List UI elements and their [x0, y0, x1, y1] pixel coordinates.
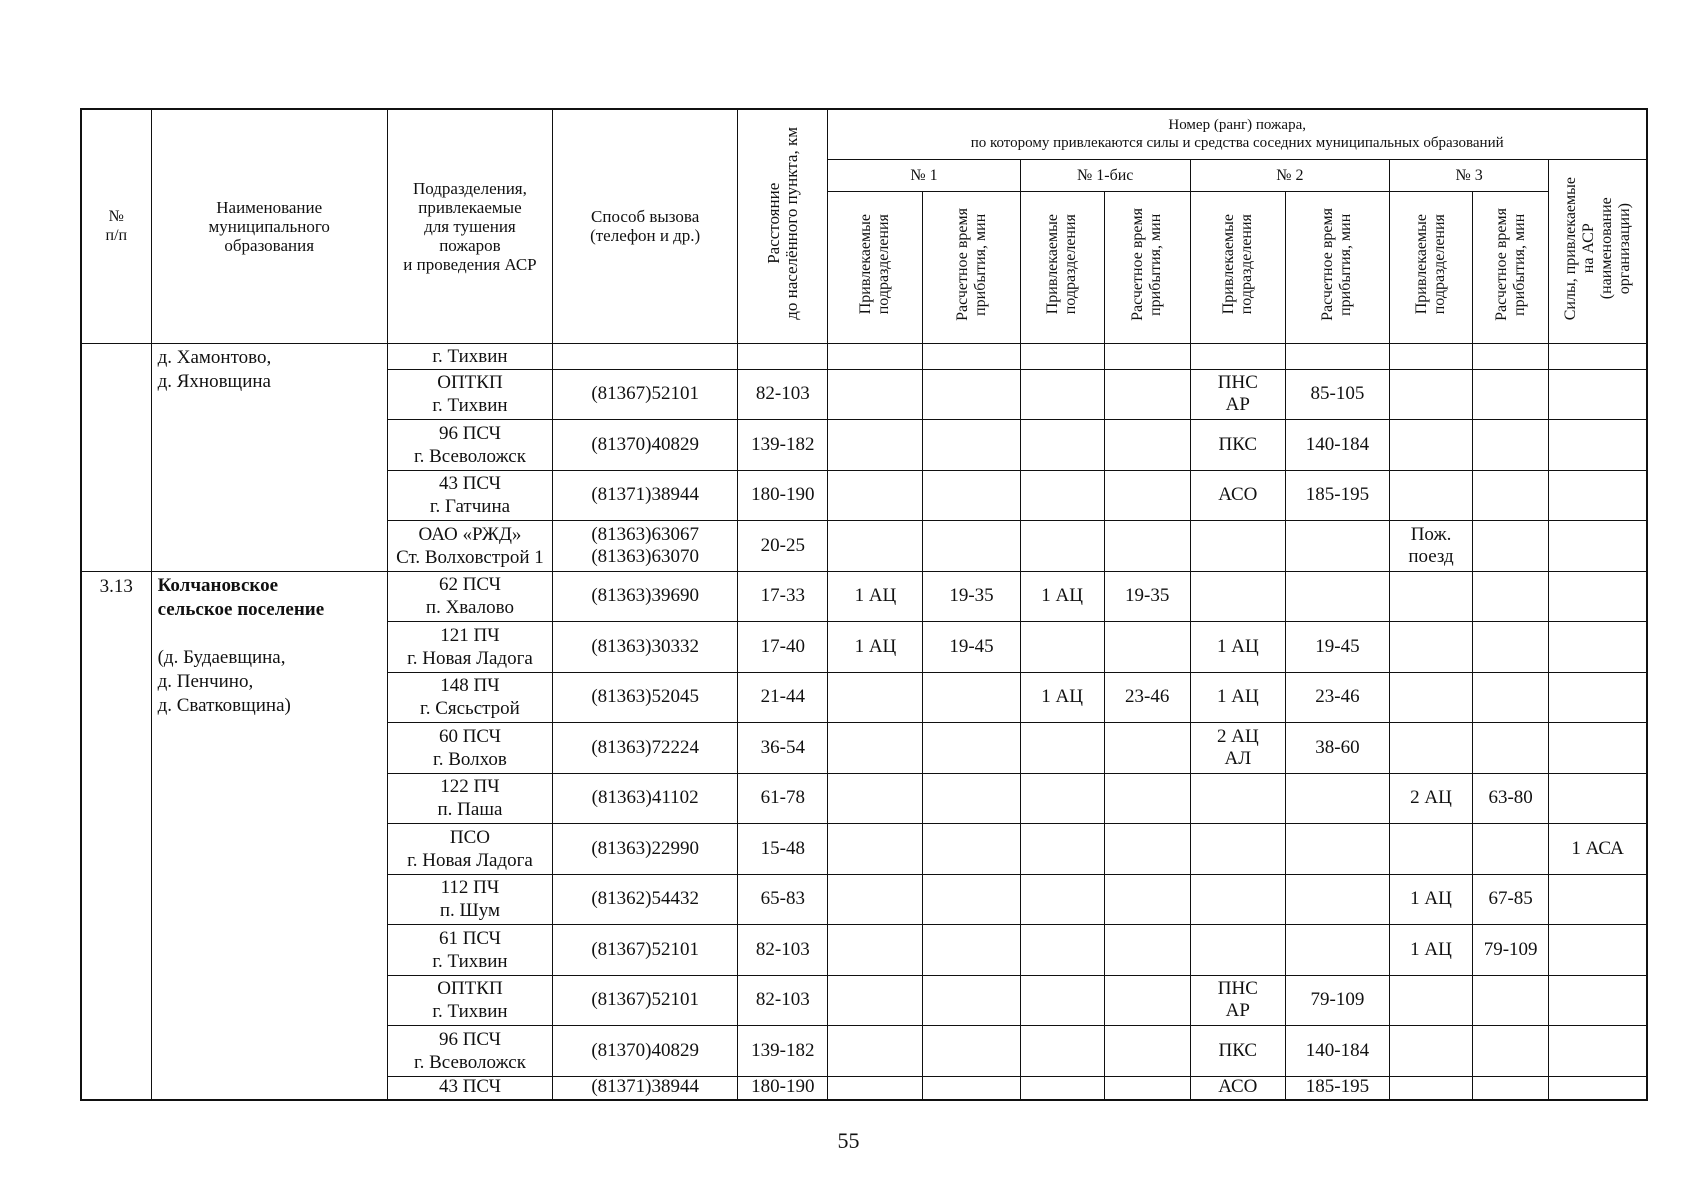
- table-body: [81, 343, 1647, 1100]
- r1bis-units-cell: [1020, 824, 1104, 875]
- r1-time-cell: [923, 1026, 1020, 1077]
- r1bis-units-cell: [1020, 975, 1104, 1026]
- distance-cell: 61-78: [738, 773, 828, 824]
- fire-forces-table: [80, 108, 1648, 1101]
- unit-cell: ОАО «РЖД» Ст. Волховстрой 1: [387, 521, 552, 572]
- asr-cell: [1549, 571, 1647, 622]
- r2-units-cell: [1190, 773, 1285, 824]
- r3-units-cell: [1389, 470, 1472, 521]
- r2-time-cell: 79-109: [1285, 975, 1389, 1026]
- r1-units-cell: 1 АЦ: [828, 622, 923, 673]
- asr-cell: [1549, 622, 1647, 673]
- r3-time-cell: [1473, 824, 1549, 875]
- r2-units-cell: [1190, 571, 1285, 622]
- asr-cell: [1549, 672, 1647, 723]
- header-r1bis-time: [1104, 191, 1190, 343]
- header-r1-time: [923, 191, 1020, 343]
- r2-units-cell: [1190, 824, 1285, 875]
- r3-units-cell: [1389, 420, 1472, 471]
- r3-units-cell: [1389, 824, 1472, 875]
- header-rank-2: № 2: [1190, 159, 1389, 191]
- r3-time-cell: [1473, 1076, 1549, 1100]
- r1bis-units-cell: [1020, 925, 1104, 976]
- r3-units-cell: [1389, 975, 1472, 1026]
- mo-name-cell: д. Хамонтово, д. Яхновщина: [151, 343, 387, 571]
- asr-cell: [1549, 723, 1647, 774]
- r3-units-cell: [1389, 672, 1472, 723]
- header-r1-time-label: Расчетное время прибытия, мин: [953, 208, 989, 321]
- r2-units-cell: АСО: [1190, 1076, 1285, 1100]
- r1-time-cell: 19-45: [923, 622, 1020, 673]
- r2-units-cell: 1 АЦ: [1190, 622, 1285, 673]
- unit-cell: ОПТКП г. Тихвин: [387, 369, 552, 420]
- r2-time-cell: [1285, 824, 1389, 875]
- r2-units-cell: АСО: [1190, 470, 1285, 521]
- unit-cell: ПСО г. Новая Ладога: [387, 824, 552, 875]
- distance-cell: 82-103: [738, 369, 828, 420]
- unit-cell: 43 ПСЧ г. Гатчина: [387, 470, 552, 521]
- r2-units-cell: ПНС АР: [1190, 369, 1285, 420]
- r1bis-time-cell: 19-35: [1104, 571, 1190, 622]
- r1-units-cell: [828, 1076, 923, 1100]
- unit-cell: 96 ПСЧ г. Всеволожск: [387, 1026, 552, 1077]
- r1-time-cell: [923, 369, 1020, 420]
- asr-cell: [1549, 521, 1647, 572]
- r1bis-units-cell: 1 АЦ: [1020, 571, 1104, 622]
- header-distance: [738, 109, 828, 343]
- r1-time-cell: [923, 1076, 1020, 1100]
- header-num: № п/п: [81, 109, 151, 343]
- header-rank-1: № 1: [828, 159, 1020, 191]
- header-r3-units: [1389, 191, 1472, 343]
- distance-cell: 17-33: [738, 571, 828, 622]
- distance-cell: 17-40: [738, 622, 828, 673]
- call-cell: (81363)52045: [553, 672, 738, 723]
- r2-units-cell: [1190, 343, 1285, 369]
- r1-time-cell: [923, 773, 1020, 824]
- r3-units-cell: [1389, 571, 1472, 622]
- r1bis-time-cell: [1104, 1076, 1190, 1100]
- r2-time-cell: [1285, 571, 1389, 622]
- r1bis-time-cell: [1104, 1026, 1190, 1077]
- asr-cell: [1549, 470, 1647, 521]
- header-forces: [1549, 159, 1647, 343]
- r1-units-cell: 1 АЦ: [828, 571, 923, 622]
- row-num-cell: [81, 343, 151, 571]
- r3-time-cell: [1473, 343, 1549, 369]
- call-cell: (81363)63067 (81363)63070: [553, 521, 738, 572]
- r1-time-cell: [923, 521, 1020, 572]
- r2-units-cell: [1190, 925, 1285, 976]
- r2-time-cell: 185-195: [1285, 1076, 1389, 1100]
- r2-time-cell: 185-195: [1285, 470, 1389, 521]
- header-rank-title: Номер (ранг) пожара, по которому привлекаются силы и средства соседних муниципальных образований: [828, 109, 1647, 159]
- r3-time-cell: [1473, 420, 1549, 471]
- r2-time-cell: 85-105: [1285, 369, 1389, 420]
- header-forces-label: Силы, привлекаемые на АСР (наименование организации): [1561, 176, 1633, 321]
- asr-cell: [1549, 1076, 1647, 1100]
- r1bis-units-cell: [1020, 1076, 1104, 1100]
- r1bis-units-cell: [1020, 343, 1104, 369]
- r3-time-cell: [1473, 1026, 1549, 1077]
- r1-time-cell: [923, 470, 1020, 521]
- asr-cell: [1549, 343, 1647, 369]
- r3-units-cell: 2 АЦ: [1389, 773, 1472, 824]
- r1bis-units-cell: [1020, 369, 1104, 420]
- r2-time-cell: 140-184: [1285, 420, 1389, 471]
- header-mo-name: Наименование муниципального образования: [151, 109, 387, 343]
- r2-time-cell: 38-60: [1285, 723, 1389, 774]
- r1-units-cell: [828, 369, 923, 420]
- r2-units-cell: ПКС: [1190, 1026, 1285, 1077]
- r3-time-cell: [1473, 369, 1549, 420]
- call-cell: (81367)52101: [553, 975, 738, 1026]
- distance-cell: 139-182: [738, 420, 828, 471]
- r1-units-cell: [828, 975, 923, 1026]
- r3-time-cell: [1473, 470, 1549, 521]
- r1bis-time-cell: [1104, 521, 1190, 572]
- header-r1-units-label: Привлекаемые подразделения: [857, 214, 893, 315]
- distance-cell: 82-103: [738, 925, 828, 976]
- r1-time-cell: [923, 420, 1020, 471]
- header-rank-1bis: № 1-бис: [1020, 159, 1190, 191]
- r2-time-cell: [1285, 925, 1389, 976]
- call-cell: (81367)52101: [553, 925, 738, 976]
- r1bis-time-cell: [1104, 723, 1190, 774]
- header-distance-label: Расстояние до населённого пункта, км: [763, 127, 801, 321]
- r1bis-time-cell: [1104, 420, 1190, 471]
- r1-time-cell: [923, 723, 1020, 774]
- unit-cell: 61 ПСЧ г. Тихвин: [387, 925, 552, 976]
- distance-cell: 15-48: [738, 824, 828, 875]
- call-cell: (81367)52101: [553, 369, 738, 420]
- r3-time-cell: [1473, 521, 1549, 572]
- distance-cell: 180-190: [738, 1076, 828, 1100]
- distance-cell: 36-54: [738, 723, 828, 774]
- r3-units-cell: [1389, 1076, 1472, 1100]
- r1-time-cell: [923, 874, 1020, 925]
- asr-cell: [1549, 369, 1647, 420]
- r1-time-cell: 19-35: [923, 571, 1020, 622]
- mo-settlements: (д. Будаевщина, д. Пенчино, д. Сватковщина): [157, 646, 291, 716]
- row-num-cell: 3.13: [81, 571, 151, 1100]
- r2-units-cell: ПНС АР: [1190, 975, 1285, 1026]
- asr-cell: [1549, 1026, 1647, 1077]
- call-cell: (81370)40829: [553, 420, 738, 471]
- r1-units-cell: [828, 470, 923, 521]
- header-r3-units-label: Привлекаемые подразделения: [1413, 214, 1449, 315]
- r1bis-time-cell: [1104, 874, 1190, 925]
- r1-time-cell: [923, 343, 1020, 369]
- r3-units-cell: [1389, 622, 1472, 673]
- unit-cell: 60 ПСЧ г. Волхов: [387, 723, 552, 774]
- unit-cell: 62 ПСЧ п. Хвалово: [387, 571, 552, 622]
- asr-cell: [1549, 874, 1647, 925]
- unit-cell: 148 ПЧ г. Сясьстрой: [387, 672, 552, 723]
- header-call: Способ вызова (телефон и др.): [553, 109, 738, 343]
- r3-time-cell: 67-85: [1473, 874, 1549, 925]
- r3-time-cell: 79-109: [1473, 925, 1549, 976]
- r3-units-cell: [1389, 723, 1472, 774]
- r1bis-units-cell: [1020, 470, 1104, 521]
- r1bis-time-cell: [1104, 343, 1190, 369]
- r3-units-cell: Пож. поезд: [1389, 521, 1472, 572]
- r1bis-time-cell: [1104, 773, 1190, 824]
- unit-cell: ОПТКП г. Тихвин: [387, 975, 552, 1026]
- unit-cell: г. Тихвин: [387, 343, 552, 369]
- r3-time-cell: [1473, 622, 1549, 673]
- table-row: [81, 343, 1647, 369]
- header-r1-units: [828, 191, 923, 343]
- r1-time-cell: [923, 975, 1020, 1026]
- r2-time-cell: [1285, 773, 1389, 824]
- mo-name-cell: [151, 571, 387, 1100]
- distance-cell: [738, 343, 828, 369]
- r3-time-cell: [1473, 571, 1549, 622]
- header-r2-units: [1190, 191, 1285, 343]
- call-cell: (81371)38944: [553, 1076, 738, 1100]
- header-units: Подразделения, привлекаемые для тушения пожаров и проведения АСР: [387, 109, 552, 343]
- distance-cell: 139-182: [738, 1026, 828, 1077]
- r3-time-cell: [1473, 723, 1549, 774]
- call-cell: (81371)38944: [553, 470, 738, 521]
- r3-units-cell: [1389, 369, 1472, 420]
- r2-units-cell: 2 АЦ АЛ: [1190, 723, 1285, 774]
- r1-units-cell: [828, 773, 923, 824]
- r3-time-cell: [1473, 672, 1549, 723]
- unit-cell: 121 ПЧ г. Новая Ладога: [387, 622, 552, 673]
- header-r1bis-units: [1020, 191, 1104, 343]
- r1bis-time-cell: 23-46: [1104, 672, 1190, 723]
- asr-cell: [1549, 925, 1647, 976]
- r3-units-cell: 1 АЦ: [1389, 874, 1472, 925]
- r1bis-units-cell: [1020, 420, 1104, 471]
- header-r1bis-time-label: Расчетное время прибытия, мин: [1129, 208, 1165, 321]
- asr-cell: [1549, 975, 1647, 1026]
- r1-units-cell: [828, 824, 923, 875]
- call-cell: (81363)72224: [553, 723, 738, 774]
- r2-units-cell: ПКС: [1190, 420, 1285, 471]
- r2-time-cell: 140-184: [1285, 1026, 1389, 1077]
- r1-units-cell: [828, 521, 923, 572]
- r1bis-units-cell: [1020, 521, 1104, 572]
- call-cell: (81363)39690: [553, 571, 738, 622]
- r2-units-cell: 1 АЦ: [1190, 672, 1285, 723]
- r1-time-cell: [923, 824, 1020, 875]
- table-header: [81, 109, 1647, 343]
- r1-units-cell: [828, 723, 923, 774]
- distance-cell: 20-25: [738, 521, 828, 572]
- unit-cell: 43 ПСЧ: [387, 1076, 552, 1100]
- call-cell: (81370)40829: [553, 1026, 738, 1077]
- r1-units-cell: [828, 420, 923, 471]
- r1bis-units-cell: [1020, 773, 1104, 824]
- r2-units-cell: [1190, 521, 1285, 572]
- distance-cell: 21-44: [738, 672, 828, 723]
- r1-units-cell: [828, 343, 923, 369]
- r2-time-cell: [1285, 343, 1389, 369]
- distance-cell: 82-103: [738, 975, 828, 1026]
- r2-time-cell: [1285, 874, 1389, 925]
- r1-units-cell: [828, 1026, 923, 1077]
- unit-cell: 122 ПЧ п. Паша: [387, 773, 552, 824]
- mo-title: Колчановское сельское поселение: [157, 574, 325, 620]
- r3-time-cell: 63-80: [1473, 773, 1549, 824]
- call-cell: (81363)22990: [553, 824, 738, 875]
- asr-cell: 1 АСА: [1549, 824, 1647, 875]
- unit-cell: 112 ПЧ п. Шум: [387, 874, 552, 925]
- header-r2-time-label: Расчетное время прибытия, мин: [1319, 208, 1355, 321]
- r1-units-cell: [828, 874, 923, 925]
- r1bis-units-cell: [1020, 622, 1104, 673]
- r1bis-time-cell: [1104, 470, 1190, 521]
- header-rank-3: № 3: [1389, 159, 1548, 191]
- asr-cell: [1549, 773, 1647, 824]
- call-cell: (81362)54432: [553, 874, 738, 925]
- r2-time-cell: [1285, 521, 1389, 572]
- r3-units-cell: [1389, 1026, 1472, 1077]
- r1bis-time-cell: [1104, 925, 1190, 976]
- distance-cell: 65-83: [738, 874, 828, 925]
- r1bis-units-cell: [1020, 723, 1104, 774]
- distance-cell: 180-190: [738, 470, 828, 521]
- r1-time-cell: [923, 672, 1020, 723]
- r3-time-cell: [1473, 975, 1549, 1026]
- page-number: 55: [837, 1128, 860, 1153]
- r3-units-cell: 1 АЦ: [1389, 925, 1472, 976]
- header-r2-time: [1285, 191, 1389, 343]
- r1bis-time-cell: [1104, 975, 1190, 1026]
- call-cell: [553, 343, 738, 369]
- unit-cell: 96 ПСЧ г. Всеволожск: [387, 420, 552, 471]
- r1bis-time-cell: [1104, 622, 1190, 673]
- r3-units-cell: [1389, 343, 1472, 369]
- document-sheet: [80, 108, 1648, 1101]
- header-r3-time: [1473, 191, 1549, 343]
- r1bis-units-cell: 1 АЦ: [1020, 672, 1104, 723]
- header-r1bis-units-label: Привлекаемые подразделения: [1044, 214, 1080, 315]
- header-r2-units-label: Привлекаемые подразделения: [1219, 214, 1255, 315]
- r2-units-cell: [1190, 874, 1285, 925]
- call-cell: (81363)30332: [553, 622, 738, 673]
- r2-time-cell: 19-45: [1285, 622, 1389, 673]
- table-row: [81, 571, 1647, 622]
- r1bis-time-cell: [1104, 824, 1190, 875]
- r1bis-units-cell: [1020, 1026, 1104, 1077]
- asr-cell: [1549, 420, 1647, 471]
- r1-units-cell: [828, 925, 923, 976]
- r1bis-time-cell: [1104, 369, 1190, 420]
- r1-units-cell: [828, 672, 923, 723]
- r1bis-units-cell: [1020, 874, 1104, 925]
- call-cell: (81363)41102: [553, 773, 738, 824]
- r1-time-cell: [923, 925, 1020, 976]
- header-r3-time-label: Расчетное время прибытия, мин: [1492, 208, 1528, 321]
- r2-time-cell: 23-46: [1285, 672, 1389, 723]
